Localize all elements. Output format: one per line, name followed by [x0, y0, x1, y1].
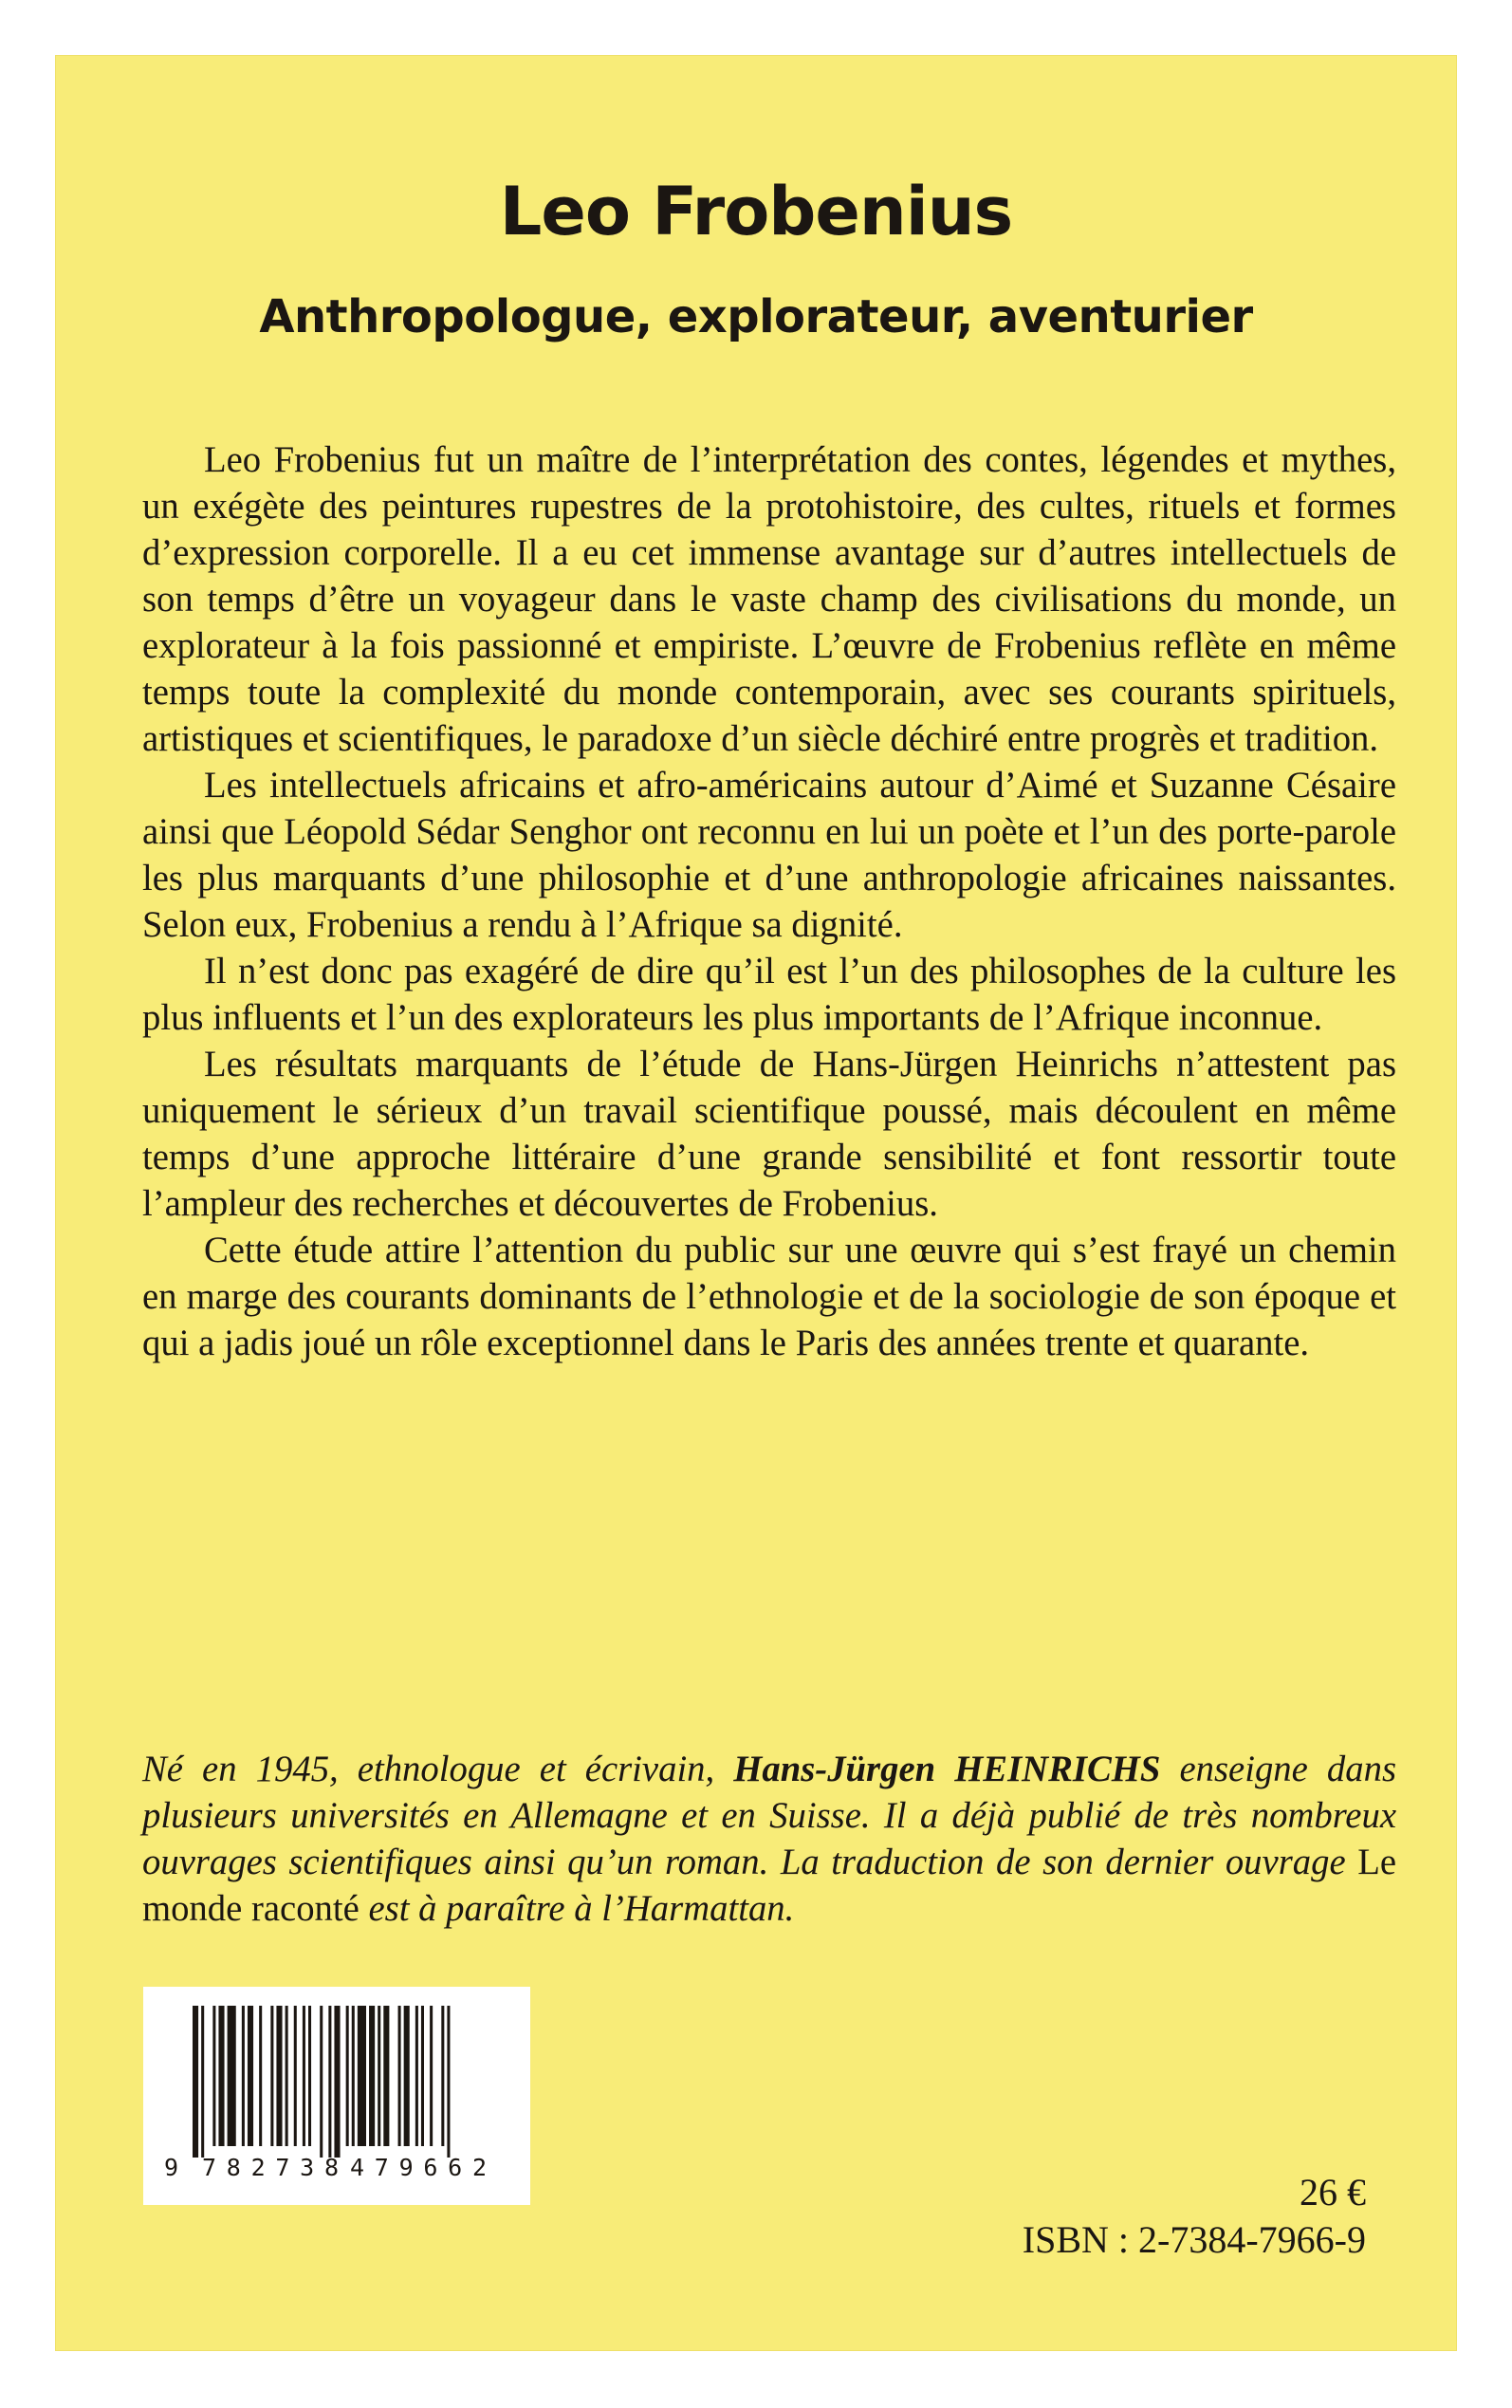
barcode-bar [447, 2006, 450, 2158]
barcode-bar [398, 2006, 401, 2146]
barcode-bar [441, 2006, 444, 2146]
back-cover [55, 55, 1457, 2351]
bio-text: enseigne dans plusieurs universités en Allemagne et en Suisse. Il a déjà publié de très nombreux ouvrages scientifiques ainsi qu’un roman. La traduction de son dernier ouvrage [142, 1750, 1396, 1882]
book-subtitle: Anthropologue, explorateur, aventurier [259, 290, 1253, 343]
barcode-right-digits: 479662 [350, 2154, 487, 2181]
book-title: Leo Frobenius [499, 173, 1013, 250]
barcode-bar [308, 2006, 311, 2146]
barcode-bar [286, 2006, 288, 2146]
barcode-bar [259, 2006, 262, 2146]
barcode-bar [248, 2006, 253, 2146]
author-bio [142, 1747, 1396, 1933]
price: 26 € [1300, 2171, 1366, 2214]
book-reference: Le monde raconté [142, 1843, 1396, 1929]
barcode-bar [320, 2006, 323, 2158]
barcode-bar [383, 2006, 389, 2146]
blurb-paragraph: Leo Frobenius fut un maître de l’interprétation des contes, légendes et mythes, un exégète des peintures rupestres de la protohistoire, des cultes, rituels et formes d’expression corporelle. Il a eu cet immense avantage sur d’autres intellectuels de son temps d’être un voyageur dans le vaste champ des civilisations du monde, un explorateur à la fois passionné et empiriste. L’œuvre de Frobenius reflète en même temps toute la complexité du monde contemporain, avec ses courants spirituels, artistiques et scientifiques, le paradoxe d’un siècle déchiré entre progrès et tradition. [142, 440, 1396, 759]
barcode-bar [218, 2006, 224, 2146]
barcode-bar [228, 2006, 236, 2146]
barcode-bar [201, 2006, 204, 2158]
barcode-bar [369, 2006, 375, 2146]
barcode-bar [193, 2006, 198, 2158]
barcode-bar [352, 2006, 355, 2146]
barcode-bar [415, 2006, 418, 2146]
barcode-left-digits: 782738 [202, 2154, 339, 2181]
barcode-bar [430, 2006, 433, 2146]
barcode-bar [358, 2006, 366, 2146]
isbn: ISBN : 2-7384-7966-9 [1022, 2218, 1366, 2261]
author-name: Hans-Jürgen HEINRICHS [733, 1750, 1161, 1789]
barcode-bar [328, 2006, 331, 2158]
barcode-bar [346, 2006, 349, 2146]
barcode-bar [276, 2006, 282, 2146]
barcode [143, 1987, 530, 2205]
blurb-paragraph: Les résultats marquants de l’étude de Hans-Jürgen Heinrichs n’attestent pas uniquement le sérieux d’un travail scientifique poussé, mais découlent en même temps d’une approche littéraire d’une grande sensibilité et font ressortir toute l’ampleur des recherches et découvertes de Frobenius. [142, 1045, 1396, 1224]
blurb-paragraph: Il n’est donc pas exagéré de dire qu’il est l’un des philosophes de la culture les plus influents et l’un des explorateurs les plus importants de l’Afrique inconnue. [142, 952, 1396, 1038]
barcode-bars [193, 2006, 450, 2158]
bio-text: Né en 1945, ethnologue et écrivain, [142, 1750, 734, 1789]
barcode-bar [421, 2006, 424, 2146]
barcode-bar [212, 2006, 215, 2146]
barcode-bar [334, 2006, 340, 2158]
barcode-bar [242, 2006, 245, 2146]
blurb [142, 437, 1396, 1367]
barcode-bar [270, 2006, 273, 2146]
barcode-graphic [143, 1987, 530, 2205]
blurb-paragraph: Cette étude attire l’attention du public sur une œuvre qui s’est frayé un chemin en marge des courants dominants de l’ethnologie et de la sociologie de son époque et qui a jadis joué un rôle exceptionnel dans le Paris des années trente et quarante. [142, 1231, 1396, 1363]
blurb-paragraph: Les intellectuels africains et afro-américains autour d’Aimé et Suzanne Césaire ainsi que Léopold Sédar Senghor ont reconnu en lui un poète et l’un des porte-parole les plus marquants d’une philosophie et d’une anthropologie africaines naissantes. Selon eux, Frobenius a rendu à l’Afrique sa dignité. [142, 766, 1396, 945]
bio-text: est à paraître à l’Harmattan. [359, 1889, 795, 1929]
barcode-bar [294, 2006, 297, 2146]
barcode-first-digit: 9 [164, 2154, 179, 2181]
barcode-bar [303, 2006, 305, 2146]
barcode-bar [404, 2006, 410, 2146]
barcode-bar [378, 2006, 380, 2146]
